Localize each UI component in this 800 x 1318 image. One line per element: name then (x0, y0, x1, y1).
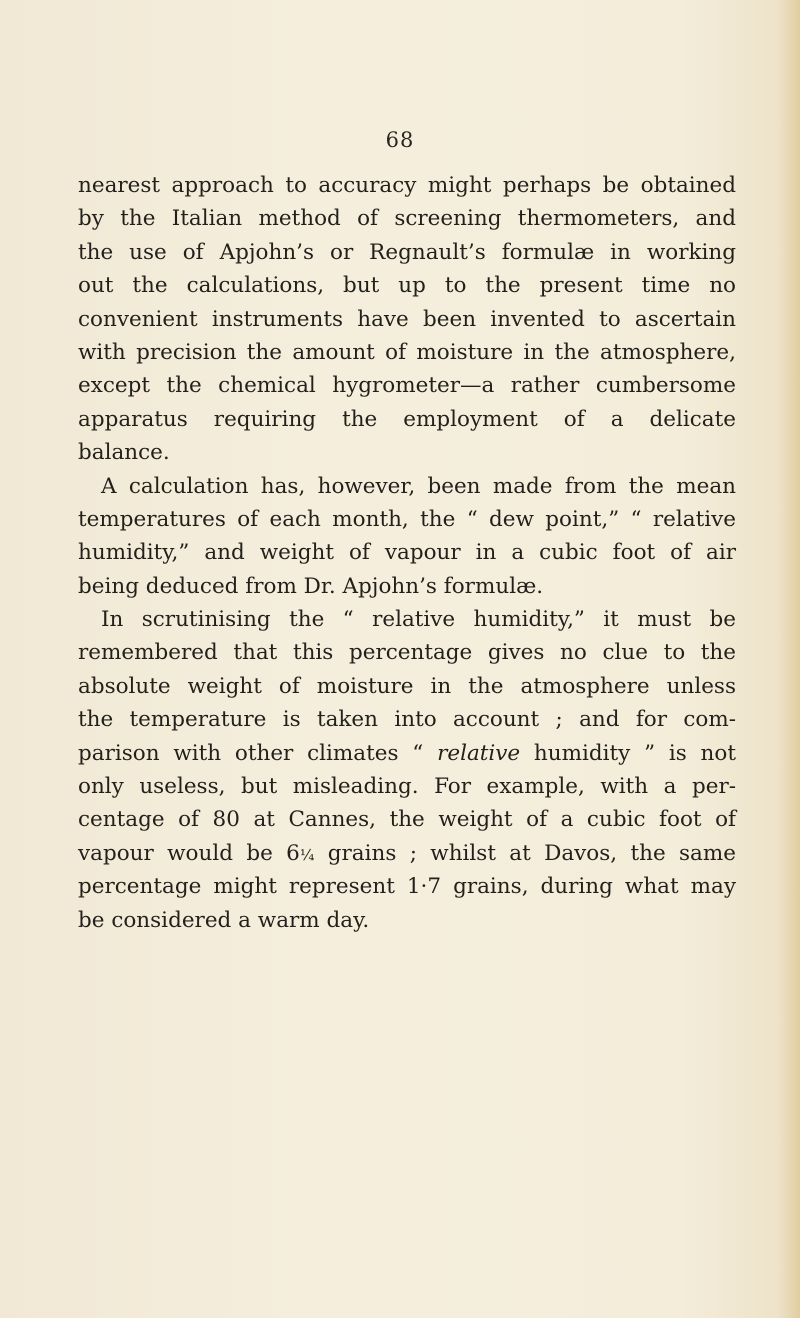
line-segment: grains ; whilst at Davos, the same (314, 840, 736, 866)
text-line: A calculation has, however, been made from the mean (101, 473, 736, 499)
text-line: except the chemical hygrometer—a rather cumbersome (78, 373, 736, 399)
text-line: In scrutinising the “ relative humidity,” it must be (101, 607, 736, 633)
text-line: centage of 80 at Cannes, the weight of a cubic foot of (78, 807, 736, 833)
page-edge-shade (778, 0, 800, 1318)
text-line: absolute weight of moisture in the atmosphere unless (78, 673, 736, 699)
text-line: out the calculations, but up to the present time no (78, 273, 736, 299)
text-line: nearest approach to accuracy might perhaps be obtained (78, 173, 736, 198)
text-line: apparatus requiring the employment of a delicate (78, 406, 736, 432)
text-line: percentage might represent 1·7 grains, during what may (78, 874, 736, 900)
text-line: convenient instruments have been invented to ascertain (78, 306, 736, 332)
text-line: by the Italian method of screening thermometers, and (78, 206, 736, 232)
text-line: humidity,” and weight of vapour in a cubic foot of air (78, 540, 736, 566)
text-line: balance. (78, 440, 170, 466)
line-segment: “ (412, 740, 438, 766)
text-line: temperatures of each month, the “ dew point,” “ relative (78, 506, 736, 532)
text-line: only useless, but misleading. For example, with a per- (78, 774, 736, 800)
text-line: the use of Apjohn’s or Regnault’s formulæ in working (78, 239, 736, 265)
line-segment: parison with other climates (78, 740, 399, 766)
page-number: 68 (385, 128, 415, 152)
text-line: remembered that this percentage gives no clue to the (78, 640, 736, 666)
text-line-with-italic (78, 737, 736, 770)
text-line: with precision the amount of moisture in the atmosphere, (78, 339, 736, 365)
text-line-with-fraction (78, 837, 736, 870)
italic-word: relative (437, 740, 521, 766)
fraction: ¼ (299, 845, 315, 864)
body-text (78, 169, 736, 937)
text-line: being deduced from Dr. Apjohn’s formulæ. (78, 573, 544, 599)
text-line: the temperature is taken into account ; and for com- (78, 707, 736, 733)
line-segment: humidity ” is not (520, 740, 736, 766)
line-segment: vapour would be 6 (78, 840, 300, 866)
text-line: be considered a warm day. (78, 907, 370, 933)
